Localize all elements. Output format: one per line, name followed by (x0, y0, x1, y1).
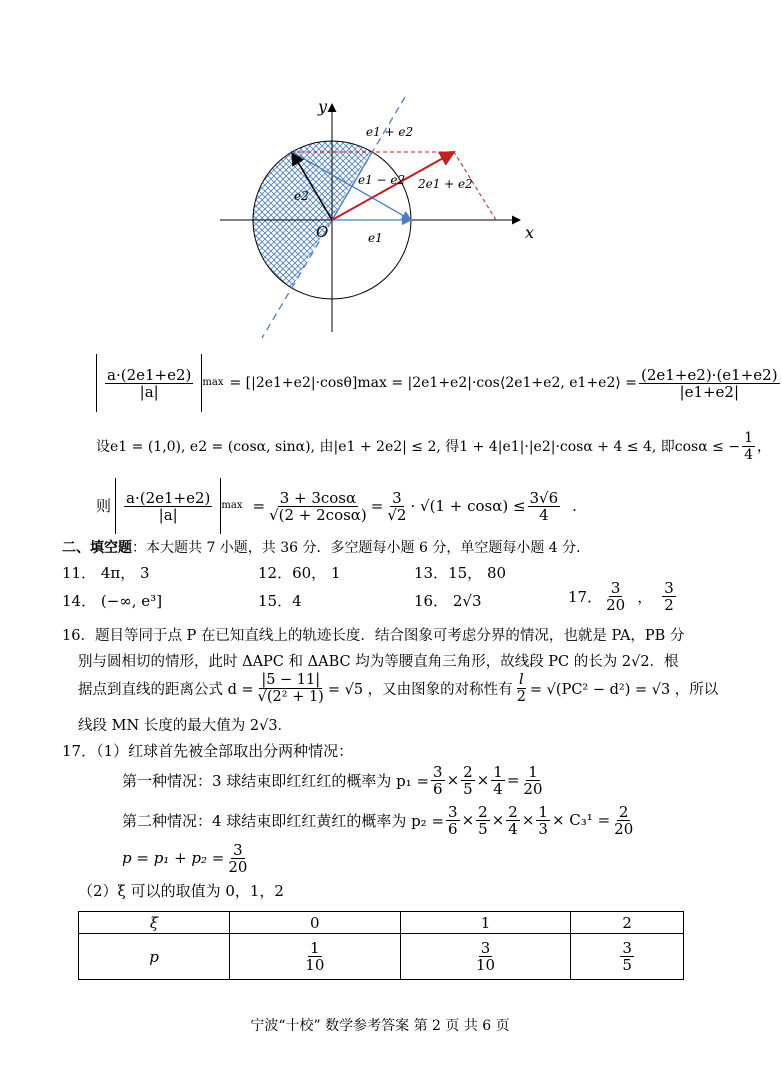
line2-frac-num: 1 (744, 430, 753, 446)
line3-tail: · √(1 + cosα) ≤ (410, 497, 526, 515)
case2-f3-num: 2 (508, 802, 518, 821)
q16-f2-num: l (518, 671, 524, 688)
q16-f1-den: √(2² + 1) (257, 688, 324, 705)
eq1-rhs-den: |e1+e2| (679, 382, 740, 401)
case1-f3-num: 1 (493, 762, 503, 781)
table-head-xi: ξ (79, 912, 230, 934)
answer-12: 12．60， 1 (258, 564, 341, 582)
case2-text: 第二种情况：4 球结束即红红黄红的概率为 p₂ = (122, 811, 445, 830)
table-row-label: p (79, 934, 230, 980)
line3-f1-den: √(2 + 2cosα) (269, 505, 367, 524)
eq1-rhs-num: (2e1+e2)·(e1+e2) (641, 365, 778, 384)
a17-f2-num: 3 (664, 579, 674, 597)
a17-f1-den: 20 (606, 596, 626, 614)
case2-f1-den: 6 (448, 819, 458, 838)
answer-13: 13．15， 80 (414, 564, 507, 582)
q16-l3a: 据点到直线的距离公式 d = (78, 681, 254, 698)
line3-prefix: 则 (96, 497, 112, 515)
q17-case2: 第二种情况：4 球结束即红红黄红的概率为 p₂ = $\frac{3}{6}$ × $\frac{2}{5}$ × $\frac{2}{4}$ × $\frac{1}{3}$ × C₃¹ = $\frac{2}{20}$ (122, 802, 634, 838)
vector-diagram (220, 92, 550, 342)
q17-line1: 17．（1）红球首先被全部取出分两种情况： (62, 742, 354, 760)
case2-comb: × C₃¹ = (551, 811, 611, 829)
p2-den: 5 (622, 956, 632, 974)
line2-text: 设e1 = (1,0), e2 = (cosα, sinα), 由|e1 + 2e2| ≤ 2, 得1 + 4|e1|·|e2|·cosα + 4 ≤ 4, 即cosα ≤ − (96, 438, 741, 455)
case2-f4-den: 3 (538, 819, 548, 838)
section2-heading (62, 537, 590, 557)
label-diff: e1 − e2 (358, 173, 406, 187)
line3-lhs-num: a·(2e1+e2) (126, 488, 211, 507)
formula-line-2: 设e1 = (1,0), e2 = (cosα, sinα), 由|e1 + 2e2| ≤ 2, 得1 + 4|e1|·|e2|·cosα + 4 ≤ 4, 即cosα ≤ − $\frac{1}{4}$ ， (96, 430, 771, 463)
q17-sum (122, 838, 251, 878)
case1-f1-num: 3 (433, 762, 443, 781)
answer-15: 15．4 (258, 592, 302, 610)
section2-title: 二、填空题 (62, 540, 132, 556)
answer-16: 16． 2√3 (414, 592, 482, 610)
q16-line2: 别与圆相切的情形，此时 ΔAPC 和 ΔABC 均为等腰直角三角形，故线段 PC 的长为 2√2．根 (78, 654, 679, 670)
distribution-table (78, 911, 684, 980)
table-head-1: 1 (400, 912, 571, 934)
answer-17-prefix: 17． (568, 588, 603, 606)
p0-num: 1 (310, 939, 320, 957)
case2-f3-den: 4 (508, 819, 518, 838)
formula-line-1: $\frac{a\cdot(2e1+e2)}{|a|}$ max = [|2e1+e2|·cosθ]max = |2e1+e2|·cos⟨2e1+e2, e1+e2⟩ = $\frac{(2e1+e2)\cdot(e1+e2)}{|e1+e2|}$ (96, 352, 782, 414)
p2-num: 3 (622, 939, 632, 957)
label-origin: O (316, 223, 329, 241)
table-cell-p0 (230, 934, 401, 980)
case1-f2-num: 2 (463, 762, 473, 781)
case2-f1-num: 3 (448, 802, 458, 821)
eq1-lhs-num: a·(2e1+e2) (107, 365, 192, 384)
p0-den: 10 (305, 956, 325, 974)
table-cell-p2 (571, 934, 684, 980)
eq1-lhs-den: |a| (139, 382, 159, 401)
case2-f4-num: 1 (538, 802, 548, 821)
case1-res-den: 20 (523, 779, 543, 798)
line3-end: . (572, 497, 577, 515)
table-cell-p1 (400, 934, 571, 980)
case1-f3-den: 4 (493, 779, 503, 798)
q16-l3b: = √5 ，又由图象的对称性有 (327, 681, 513, 698)
case1-text: 第一种情况：3 球结束即红红红的概率为 p₁ = (122, 771, 430, 790)
sum-res-num: 3 (233, 840, 243, 859)
q16-f1-num: |5 − 11| (261, 671, 321, 688)
label-y: y (318, 97, 328, 116)
line3-f2-num: 3 (392, 488, 402, 507)
a17-f2-den: 2 (664, 596, 674, 614)
case1-f1-den: 6 (433, 779, 443, 798)
eq1-middle: = [|2e1+e2|·cosθ]max = |2e1+e2|·cos⟨2e1+e2, e1+e2⟩ = (229, 375, 638, 391)
case2-f2-den: 5 (478, 819, 488, 838)
table-header-row (79, 912, 684, 934)
label-e1: e1 (368, 231, 383, 245)
line3-f3-num: 3√6 (529, 488, 559, 507)
answer-11: 11． 4π， 3 (62, 564, 150, 582)
line3-lhs-den: |a| (158, 505, 178, 524)
table-head-2: 2 (571, 912, 684, 934)
label-sum: e1 + e2 (366, 125, 414, 139)
table-head-0: 0 (230, 912, 401, 934)
sum-res-den: 20 (228, 857, 248, 876)
case2-f2-num: 2 (478, 802, 488, 821)
sum-text: p = p₁ + p₂ = (122, 849, 225, 867)
q16-l3c: = √(PC² − d²) = √3 ，所以 (529, 681, 719, 698)
answer-14: 14． (−∞, e³] (62, 592, 163, 610)
q17-line2: （2）ξ 可以的取值为 0，1，2 (78, 882, 284, 900)
label-x: x (525, 223, 535, 242)
line3-f2-den: √2 (387, 505, 407, 524)
q16-line1: 16．题目等同于点 P 在已知直线上的轨迹长度．结合图象可考虑分界的情况，也就是 PA，PB 分 (62, 628, 685, 644)
p1-num: 3 (480, 939, 491, 957)
q17-case1: 第一种情况：3 球结束即红红红的概率为 p₁ = $\frac{3}{6}$ × $\frac{2}{5}$ × $\frac{1}{4}$ = $\frac{1}{20}$ (122, 762, 543, 798)
label-e2: e2 (294, 189, 309, 203)
case2-res-den: 20 (614, 819, 634, 838)
section2-desc: ：本大题共 7 小题，共 36 分．多空题每小题 6 分，单空题每小题 4 分． (132, 540, 591, 556)
a17-f1-num: 3 (610, 579, 621, 597)
case1-res-num: 1 (528, 762, 538, 781)
label-2sum: 2e1 + e2 (418, 177, 473, 191)
answer-17: 17． $\frac{3}{20}$ ， $\frac{3}{2}$ (568, 579, 674, 614)
line2-frac-den: 4 (744, 447, 753, 463)
q16-f2-den: 2 (516, 688, 526, 705)
formula-line-3: 则 $\frac{a\cdot(2e1+e2)}{|a|}$ max = $\frac{3 + 3\cos\alpha}{√(2 + 2\cos\alpha)}$ = $\frac{3}{√2}$ · √(1 + cosα) ≤ $\frac{3√6}{4}$ . (96, 478, 577, 534)
line3-mid: = (370, 497, 384, 515)
case2-res-num: 2 (618, 802, 629, 821)
line3-f1-num: 3 + 3cosα (279, 488, 357, 507)
line3-f3-den: 4 (539, 505, 549, 524)
case1-f2-den: 5 (463, 779, 473, 798)
q16-line4: 线段 MN 长度的最大值为 2√3． (78, 718, 293, 734)
p1-den: 10 (475, 956, 496, 974)
page-footer: 宁波“十校” 数学参考答案 第 2 页 共 6 页 (250, 1018, 510, 1034)
table-row-p (79, 934, 684, 980)
q16-line3 (78, 666, 718, 710)
